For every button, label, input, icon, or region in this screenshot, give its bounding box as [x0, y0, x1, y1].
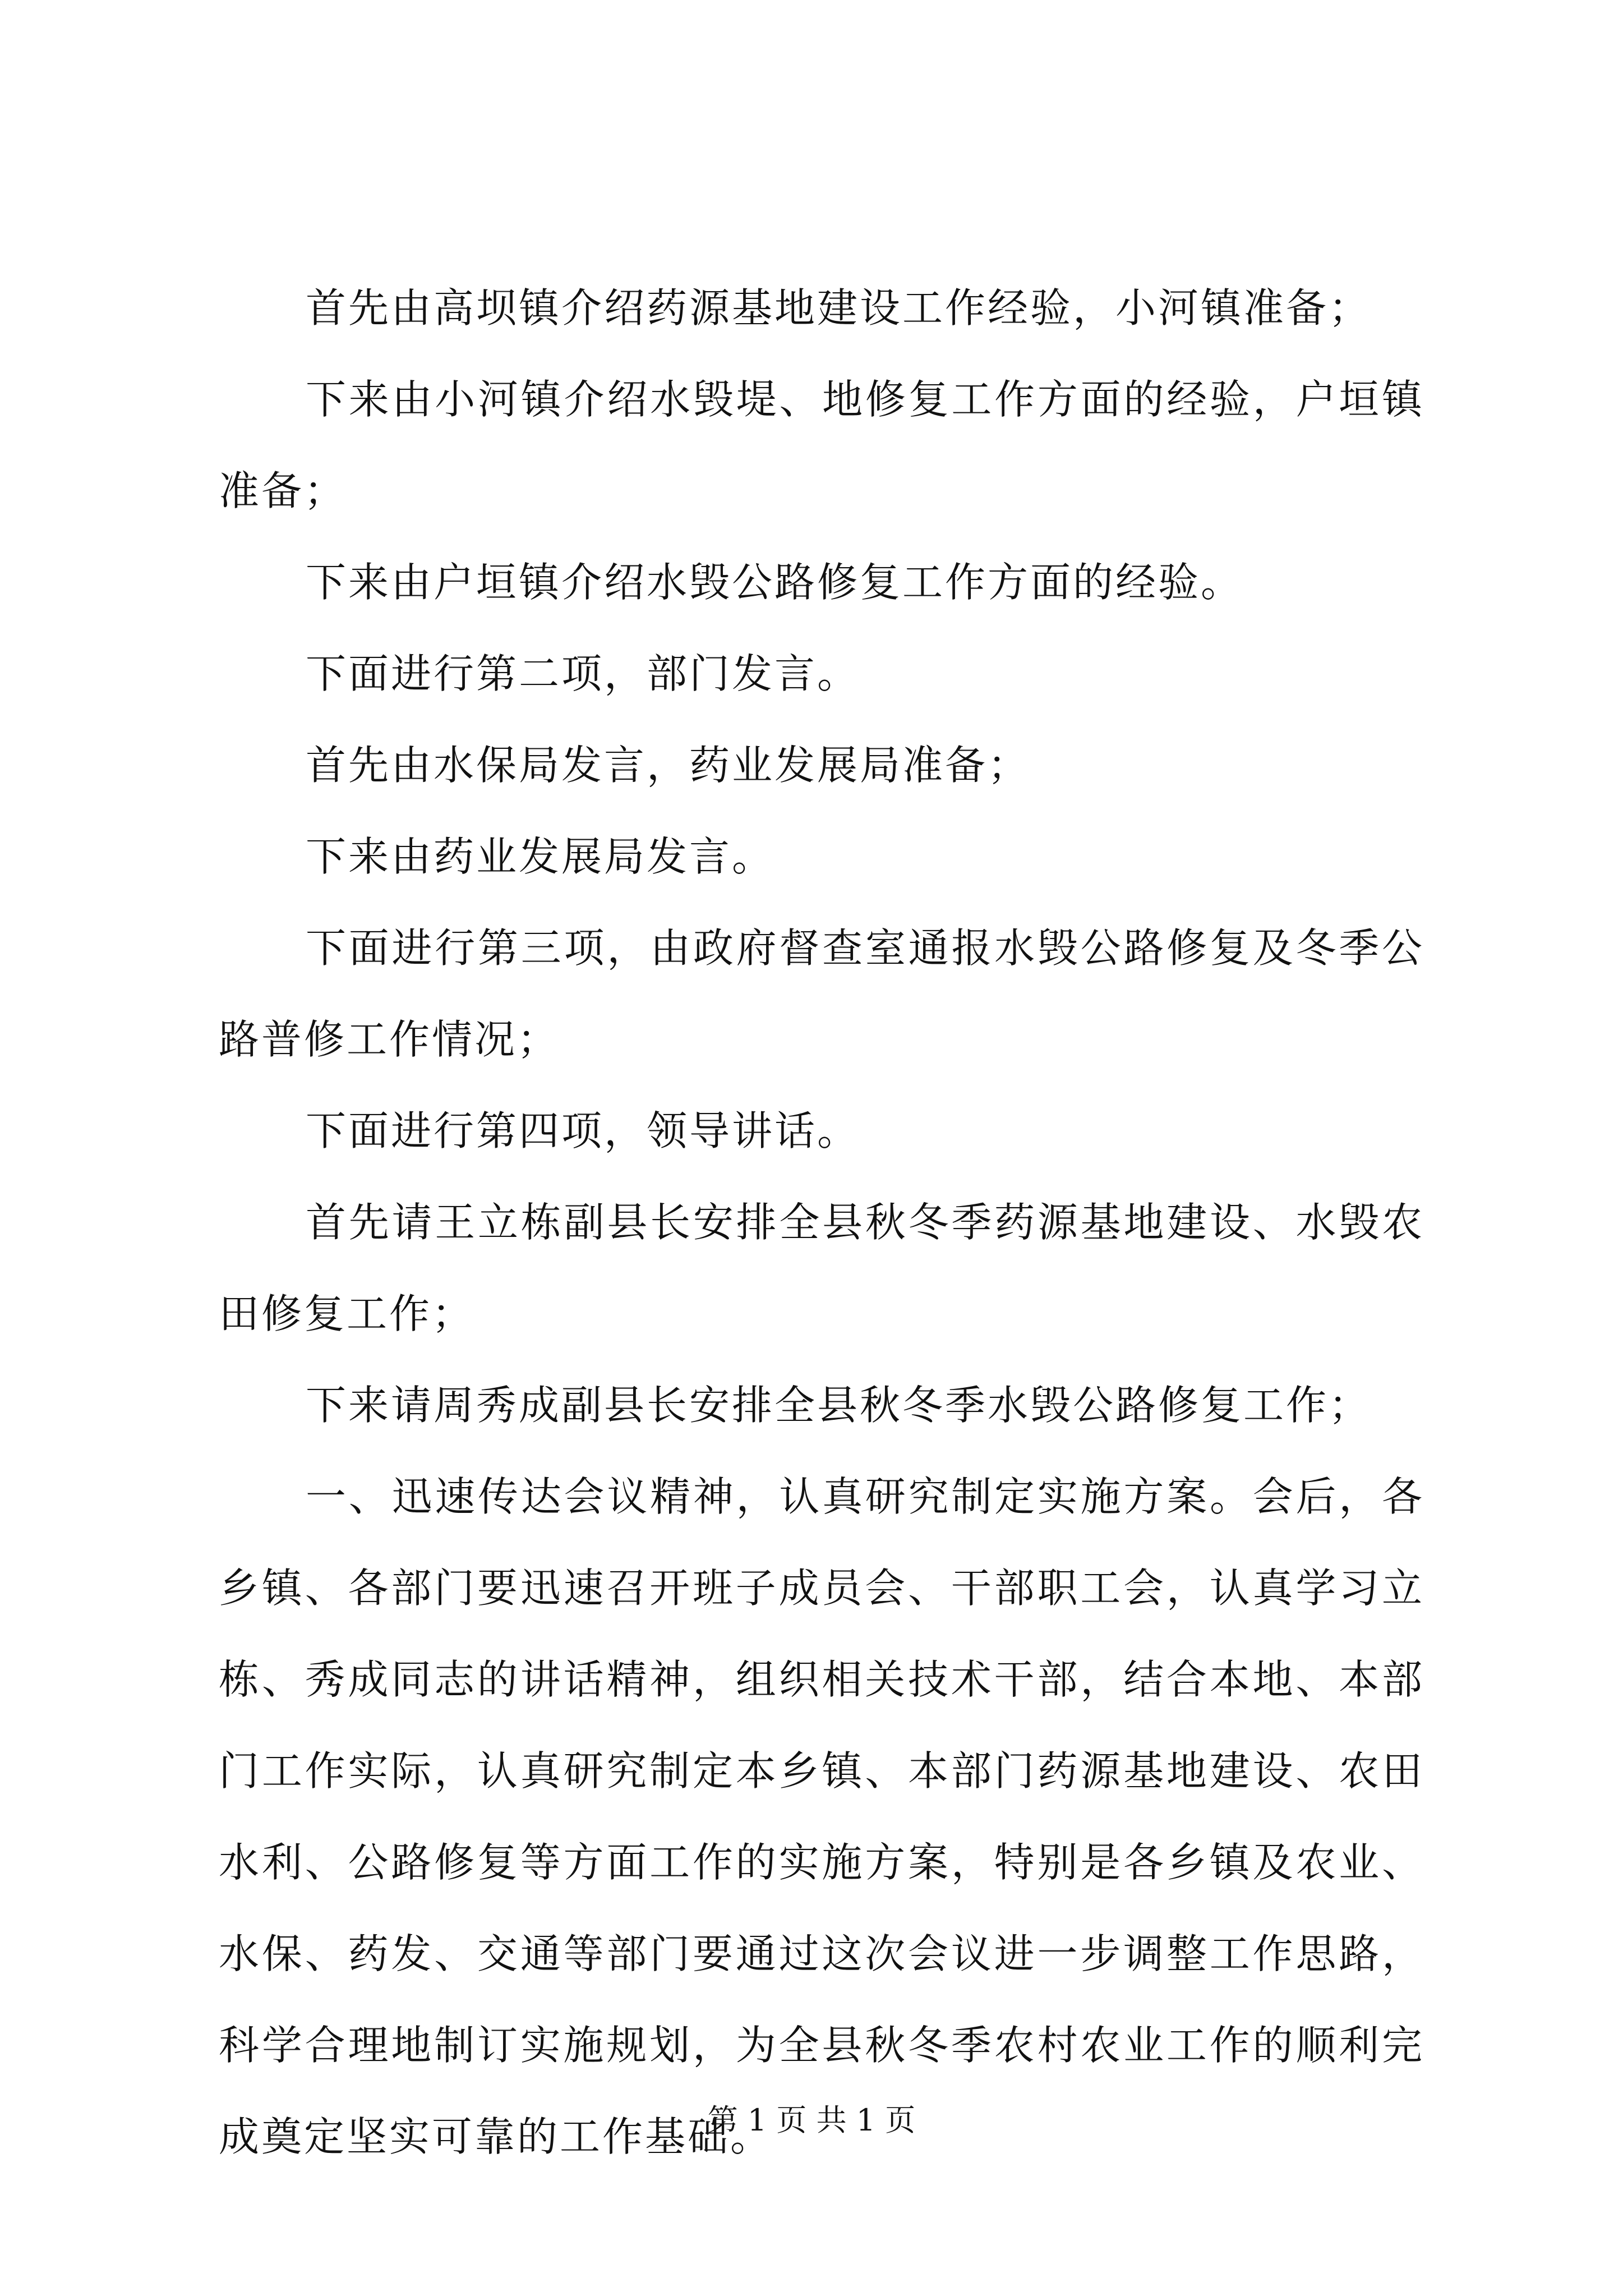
paragraph: 首先请王立栋副县长安排全县秋冬季药源基地建设、水毁农田修复工作； — [219, 1199, 1424, 1337]
document-body — [219, 263, 1424, 2183]
paragraph: 首先由水保局发言，药业发展局准备； — [306, 742, 1031, 789]
paragraph: 下来由户垣镇介绍水毁公路修复工作方面的经验。 — [306, 559, 1244, 606]
paragraph: 一、迅速传达会议精神，认真研究制定实施方案。会后，各乡镇、各部门要迅速召开班子成员会、干部职工会，认真学习立栋、秀成同志的讲话精神，组织相关技术干部，结合本地、本部门工作实际，认真研究制定本乡镇、本部门药源基地建设、农田水利、公路修复等方面工作的实施方案，特别是各乡镇及农业、水保、药发、交通等部门要通过这次会议进一步调整工作思路，科学合理地制订实施规划，为全县秋冬季农村农业工作的顺利完成奠定坚实可靠的工作基础。 — [219, 1473, 1424, 2160]
paragraph: 下来请周秀成副县长安排全县秋冬季水毁公路修复工作； — [306, 1382, 1372, 1429]
page-number-footer: 第 1 页 共 1 页 — [707, 2102, 916, 2138]
paragraph: 下面进行第三项，由政府督查室通报水毁公路修复及冬季公路普修工作情况； — [219, 924, 1424, 1063]
paragraph: 下来由小河镇介绍水毁堤、地修复工作方面的经验，户垣镇准备； — [219, 376, 1424, 514]
paragraph: 下来由药业发展局发言。 — [306, 833, 775, 880]
paragraph: 下面进行第四项，领导讲话。 — [306, 1107, 860, 1154]
paragraph: 下面进行第二项，部门发言。 — [306, 650, 860, 697]
paragraph: 首先由高坝镇介绍药源基地建设工作经验，小河镇准备； — [306, 284, 1372, 332]
